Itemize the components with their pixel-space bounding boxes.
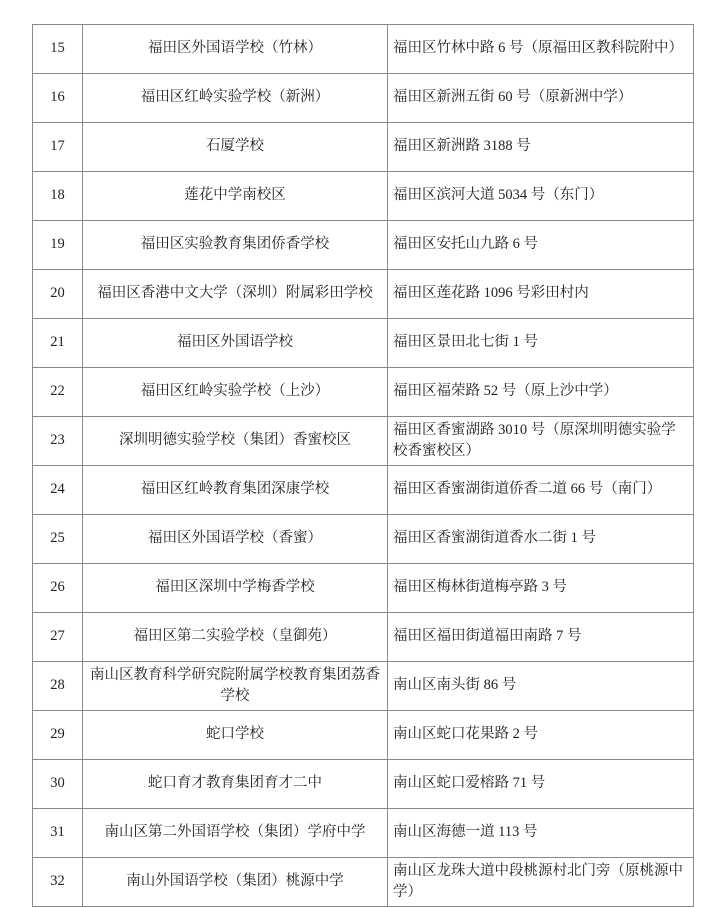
- school-name-cell: 福田区深圳中学梅香学校: [83, 564, 388, 613]
- table-row: [33, 172, 694, 221]
- school-name-cell: 福田区香港中文大学（深圳）附属彩田学校: [83, 270, 388, 319]
- school-name-cell: 福田区第二实验学校（皇御苑）: [83, 613, 388, 662]
- school-address-cell: 福田区竹林中路 6 号（原福田区教科院附中）: [388, 25, 694, 74]
- school-name-cell: 南山区教育科学研究院附属学校教育集团荔香学校: [83, 662, 388, 711]
- school-name-cell: 蛇口育才教育集团育才二中: [83, 760, 388, 809]
- school-address-table: [32, 24, 694, 907]
- school-name-cell: 南山区第二外国语学校（集团）学府中学: [83, 809, 388, 858]
- row-number-cell: 28: [33, 662, 83, 711]
- school-name-cell: 蛇口学校: [83, 711, 388, 760]
- school-name-cell: 莲花中学南校区: [83, 172, 388, 221]
- row-number-cell: 16: [33, 74, 83, 123]
- school-name-cell: 深圳明德实验学校（集团）香蜜校区: [83, 417, 388, 466]
- school-name-cell: 福田区外国语学校: [83, 319, 388, 368]
- table-row: [33, 221, 694, 270]
- school-table-body: [33, 25, 694, 907]
- school-address-cell: 福田区安托山九路 6 号: [388, 221, 694, 270]
- table-row: [33, 368, 694, 417]
- row-number-cell: 19: [33, 221, 83, 270]
- row-number-cell: 24: [33, 466, 83, 515]
- school-address-cell: 南山区蛇口爱榕路 71 号: [388, 760, 694, 809]
- school-address-cell: 福田区景田北七街 1 号: [388, 319, 694, 368]
- school-address-cell: 南山区蛇口花果路 2 号: [388, 711, 694, 760]
- school-address-cell: 福田区香蜜湖街道香水二街 1 号: [388, 515, 694, 564]
- school-address-cell: 南山区龙珠大道中段桃源村北门旁（原桃源中学）: [388, 858, 694, 907]
- school-address-cell: 福田区梅林街道梅亭路 3 号: [388, 564, 694, 613]
- school-name-cell: 福田区实验教育集团侨香学校: [83, 221, 388, 270]
- school-address-cell: 南山区海德一道 113 号: [388, 809, 694, 858]
- school-address-cell: 福田区福田街道福田南路 7 号: [388, 613, 694, 662]
- school-address-cell: 南山区南头街 86 号: [388, 662, 694, 711]
- table-row: [33, 613, 694, 662]
- school-name-cell: 福田区红岭实验学校（新洲）: [83, 74, 388, 123]
- table-row: [33, 809, 694, 858]
- row-number-cell: 30: [33, 760, 83, 809]
- school-name-cell: 石厦学校: [83, 123, 388, 172]
- table-row: [33, 760, 694, 809]
- table-row: [33, 270, 694, 319]
- school-name-cell: 南山外国语学校（集团）桃源中学: [83, 858, 388, 907]
- table-row: [33, 74, 694, 123]
- row-number-cell: 17: [33, 123, 83, 172]
- school-address-cell: 福田区福荣路 52 号（原上沙中学）: [388, 368, 694, 417]
- table-row: [33, 515, 694, 564]
- row-number-cell: 22: [33, 368, 83, 417]
- row-number-cell: 32: [33, 858, 83, 907]
- school-name-cell: 福田区红岭实验学校（上沙）: [83, 368, 388, 417]
- row-number-cell: 25: [33, 515, 83, 564]
- table-row: [33, 123, 694, 172]
- school-address-cell: 福田区香蜜湖街道侨香二道 66 号（南门）: [388, 466, 694, 515]
- table-row: [33, 662, 694, 711]
- table-row: [33, 319, 694, 368]
- table-row: [33, 711, 694, 760]
- row-number-cell: 20: [33, 270, 83, 319]
- row-number-cell: 31: [33, 809, 83, 858]
- row-number-cell: 26: [33, 564, 83, 613]
- table-row: [33, 564, 694, 613]
- school-address-cell: 福田区新洲路 3188 号: [388, 123, 694, 172]
- school-address-cell: 福田区滨河大道 5034 号（东门）: [388, 172, 694, 221]
- row-number-cell: 15: [33, 25, 83, 74]
- school-address-cell: 福田区新洲五街 60 号（原新洲中学）: [388, 74, 694, 123]
- school-name-cell: 福田区外国语学校（竹林）: [83, 25, 388, 74]
- table-row: [33, 417, 694, 466]
- table-row: [33, 466, 694, 515]
- row-number-cell: 18: [33, 172, 83, 221]
- table-row: [33, 25, 694, 74]
- table-row: [33, 858, 694, 907]
- school-name-cell: 福田区红岭教育集团深康学校: [83, 466, 388, 515]
- row-number-cell: 29: [33, 711, 83, 760]
- school-name-cell: 福田区外国语学校（香蜜）: [83, 515, 388, 564]
- row-number-cell: 27: [33, 613, 83, 662]
- row-number-cell: 21: [33, 319, 83, 368]
- row-number-cell: 23: [33, 417, 83, 466]
- school-address-cell: 福田区香蜜湖路 3010 号（原深圳明德实验学校香蜜校区）: [388, 417, 694, 466]
- school-address-cell: 福田区莲花路 1096 号彩田村内: [388, 270, 694, 319]
